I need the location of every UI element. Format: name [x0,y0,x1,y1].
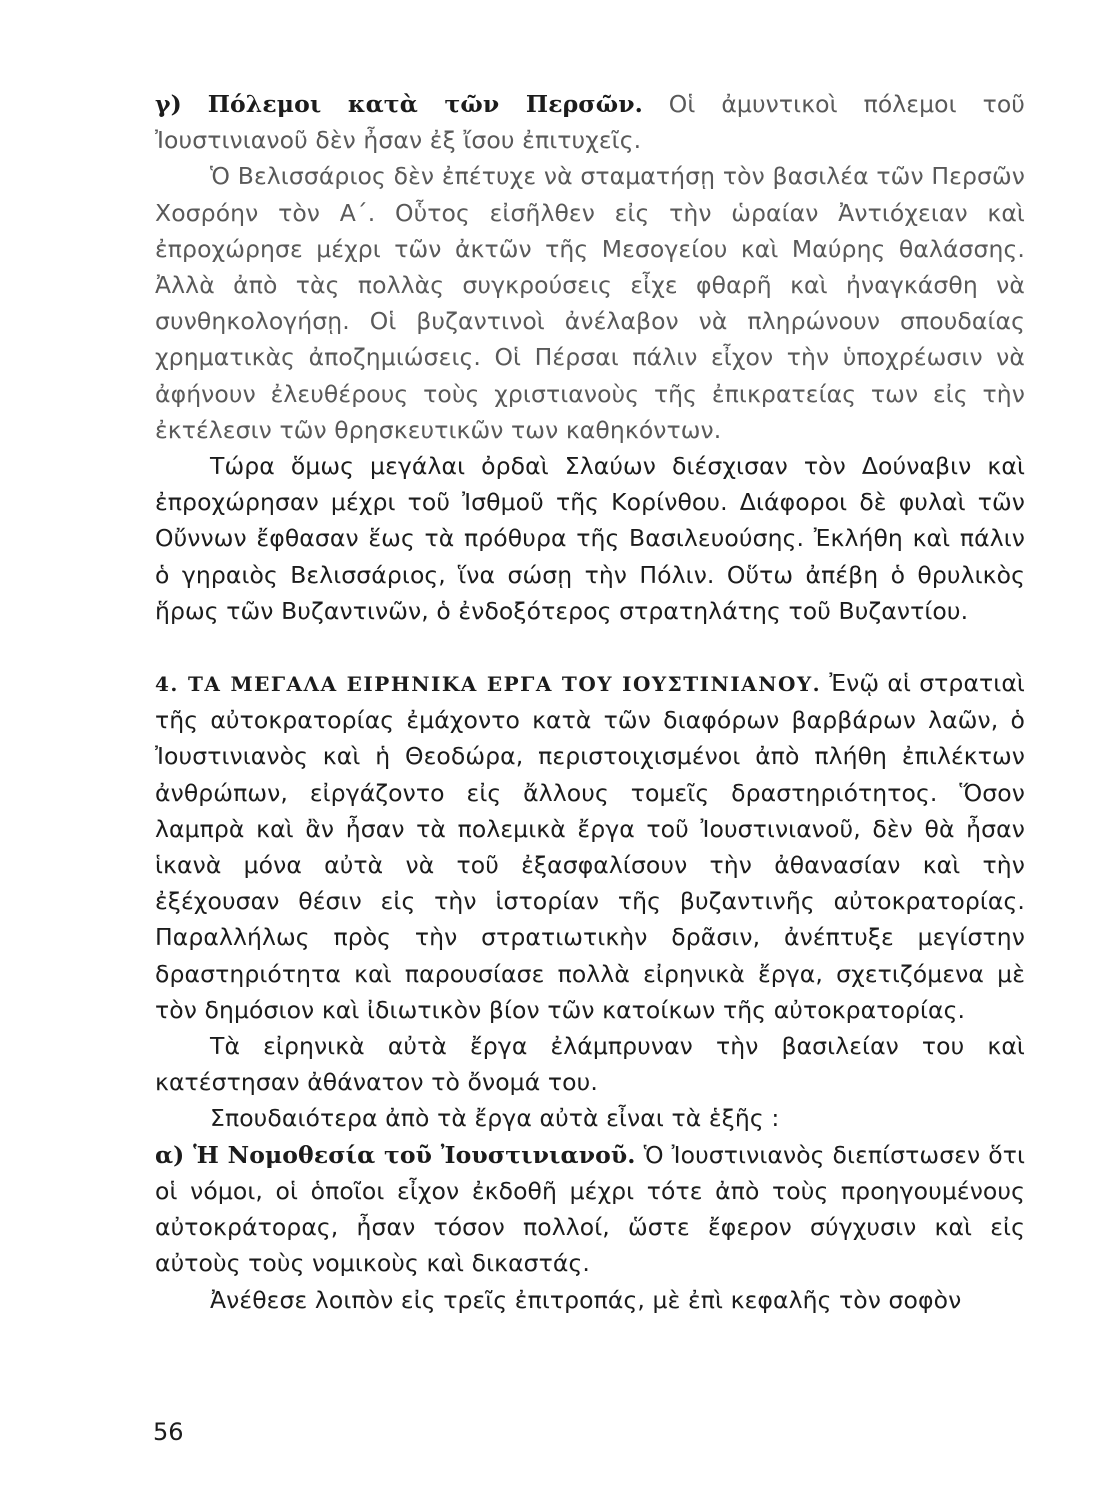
paragraph-peaceful-works-list-intro: Σπουδαιότερα ἀπὸ τὰ ἔργα αὐτὰ εἶναι τὰ ἑξῆς : [210,1104,780,1133]
paragraph-belisarius-chosroes: Ὁ Βελισσάριος δὲν ἐπέτυχε νὰ σταματήσῃ τὸν βασιλέα τῶν Περσῶν Χοσρόην τὸν Α΄. Οὗτος εἰσῆλθεν εἰς τὴν ὡραίαν Ἀντιόχειαν καὶ ἐπροχώρησε μέχρι τῶν ἀκτῶν τῆς Μεσογείου καὶ Μαύρης θαλάσσης. Ἀλλὰ ἀπὸ τὰς πολλὰς συγκρούσεις εἶχε φθαρῆ καὶ ἠναγκάσθη νὰ συνθηκολογήσῃ. Οἱ βυζαντινοὶ ἀνέλαβον νὰ πληρώνουν σπουδαίας χρηματικὰς ἀποζημιώσεις. Οἱ Πέρσαι πάλιν εἶχον τὴν ὑποχρέωσιν νὰ ἀφήνουν ἐλευθέρους τοὺς χριστιανοὺς τῆς ἐπικρατείας των εἰς τὴν ἐκτέλεσιν τῶν θρησκευτικῶν των καθηκόντων. [155,162,1025,444]
paragraph-slavs-huns: Τώρα ὅμως μεγάλαι ὀρδαὶ Σλαύων διέσχισαν τὸν Δούναβιν καὶ ἐπροχώρησαν μέχρι τοῦ Ἰσθμοῦ τῆς Κορίνθου. Διάφοροι δὲ φυλαὶ τῶν Οὔννων ἔφθασαν ἕως τὰ πρόθυρα τῆς Βασιλευούσης. Ἐκλήθη καὶ πάλιν ὁ γηραιὸς Βελισσάριος, ἵνα σώσῃ τὴν Πόλιν. Οὕτω ἀπέβη ὁ θρυλικὸς ἥρως τῶν Βυζαντινῶν, ὁ ἐνδοξότερος στρατηλάτης τοῦ Βυζαντίου. [155,452,1025,625]
paragraph-text: Οἱ ἀμυντικοὶ πόλεμοι τοῦ Ἰουστινιανοῦ δὲν ἦσαν ἐξ ἴσου ἐπιτυχεῖς. [155,90,1025,155]
paragraph-text: Ὁ Ἰουστινιανὸς διεπίστωσεν ὅτι οἱ νόμοι, οἱ ὁποῖοι εἶχον ἐκδοθῆ μέχρι τότε ἀπὸ τοὺς προηγουμένους αὐτοκράτορας, ἦσαν τόσον πολλοί, ὥστε ἔφερον σύγχυσιν καὶ εἰς αὐτοὺς τοὺς νομικοὺς καὶ δικαστάς. [155,1140,1025,1278]
paragraph-text: Ἐνῷ αἱ στρατιαὶ τῆς αὐτοκρατορίας ἐμάχοντο κατὰ τῶν διαφόρων βαρβάρων λαῶν, ὁ Ἰουστινιανὸς καὶ ἡ Θεοδώρα, περιστοιχισμένοι ἀπὸ πλήθη ἐπιλέκτων ἀνθρώπων, εἰργάζοντο εἰς ἄλλους τομεῖς δραστηριότητος. Ὅσον λαμπρὰ καὶ ἂν ἦσαν τὰ πολεμικὰ ἔργα τοῦ Ἰουστινιανοῦ, δὲν θὰ ἦσαν ἱκανὰ μόνα αὐτὰ νὰ τοῦ ἐξασφαλίσουν τὴν ἀθανασίαν καὶ τὴν ἐξέχουσαν θέσιν εἰς τὴν ἱστορίαν τῆς βυζαντινῆς αὐτοκρατορίας. Παραλλήλως πρὸς τὴν στρατιωτικὴν δρᾶσιν, ἀνέπτυξε μεγίστην δραστηριότητα καὶ παρουσίασε πολλὰ εἰρηνικὰ ἔργα, σχετιζόμενα μὲ τὸν δημόσιον καὶ ἰδιωτικὸν βίον τῶν κατοίκων τῆς αὐτοκρατορίας. [155,669,1025,1024]
page-body [155,86,1025,1318]
section-heading-peaceful-works: 4. ΤΑ ΜΕΓΑΛΑ ΕΙΡΗΝΙΚΑ ΕΡΓΑ ΤΟΥ ΙΟΥΣΤΙΝΙΑΝΟΥ. [155,672,822,697]
subsection-label: γ) [155,90,182,118]
subsection-heading-persian-wars: Πόλεμοι κατὰ τῶν Περσῶν. [207,90,643,118]
paragraph-peaceful-works-glory: Τὰ εἰρηνικὰ αὐτὰ ἔργα ἐλάμπρυναν τὴν βασιλείαν του καὶ κατέστησαν ἀθάνατον τὸ ὄνομά του. [155,1032,1025,1097]
section-gap [155,629,1025,665]
paragraph-legislation-commissions: Ἀνέθεσε λοιπὸν εἰς τρεῖς ἐπιτροπάς, μὲ ἐπὶ κεφαλῆς τὸν σοφὸν [210,1285,962,1314]
paragraph-legislation-intro [155,1137,1025,1282]
subsection-heading-legislation: α) Ἡ Νομοθεσία τοῦ Ἰουστινιανοῦ. [155,1140,636,1169]
page-number: 56 [153,1418,184,1446]
paragraph-persian-wars-intro [155,86,1025,158]
paragraph-peaceful-works-intro [155,665,1025,1028]
